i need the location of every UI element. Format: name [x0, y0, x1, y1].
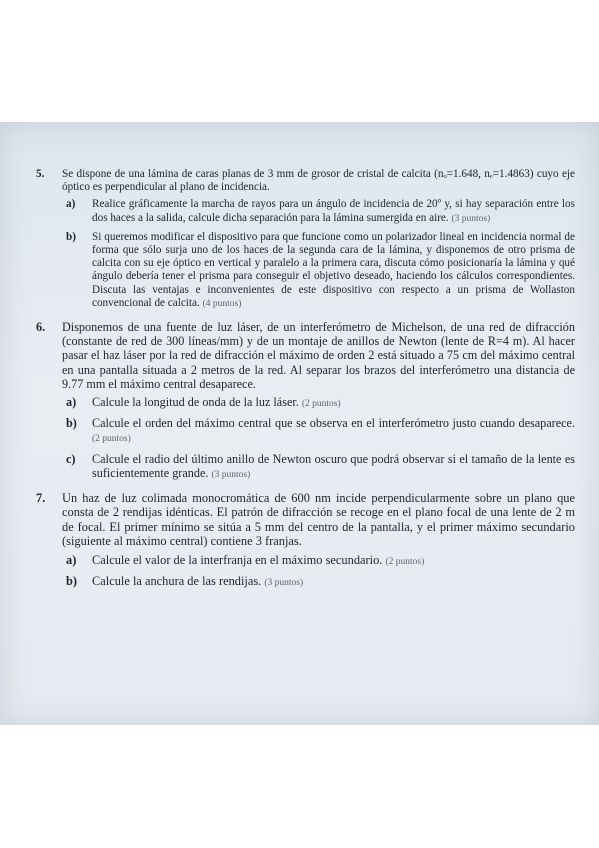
problem-statement: Un haz de luz colimada monocromática de 600 nm incide perpendicularmente sobre un plano que consta de 2 rendijas idénticas. El patrón de difracción se recoge en el plano focal de una lente de 2 m de focal. El primer mínimo se sitúa a 5 mm del centro de la pantalla, y el primer máximo secundario (siguiente al máximo central) contiene 3 franjas.	[62, 491, 575, 549]
part-text: Realice gráficamente la marcha de rayos para un ángulo de incidencia de 20º y, si hay separación entre los dos haces a la salida, calcule dicha separación para la lámina sumergida en aire.	[92, 198, 575, 224]
problem-number: 6.	[36, 320, 46, 335]
part-letter: a)	[66, 395, 77, 410]
part-letter: a)	[66, 552, 77, 567]
problem-6-part-c	[62, 452, 575, 482]
part-text: Si queremos modificar el dispositivo para que funcione como un polarizador lineal en incidencia normal de forma que sólo surja uno de los haces de la segunda cara de la lámina, y disponemos de otro prisma de calcita con su eje óptico en vertical y paralelo a la primera cara, discuta cómo posicionaría la lámina y qué ángulo debería tener el prisma para conseguir el objetivo deseado, haciendo los cálculos correspondientes. Discuta las ventajas e inconvenientes de este dispositivo con respecto a un prisma de Wollaston convencional de calcita.	[92, 230, 575, 309]
part-text-wrap	[92, 231, 575, 311]
part-text: Calcule el radio del último anillo de Newton oscuro que podrá observar si el tamaño de la lente es suficientemente grande.	[92, 451, 575, 480]
part-points: (4 puntos)	[202, 298, 242, 309]
problem-body	[62, 491, 575, 595]
part-letter: a)	[66, 198, 76, 211]
problem-statement: Se dispone de una lámina de caras planas de 3 mm de grosor de cristal de calcita (nₒ=1.648, nₑ=1.4863) cuyo eje óptico es perpendicular al plano de incidencia.	[62, 168, 575, 194]
part-points: (3 puntos)	[264, 578, 304, 589]
part-text: Calcule la anchura de las rendijas.	[92, 574, 262, 589]
part-letter: b)	[66, 230, 76, 243]
problem-5-part-b	[62, 231, 575, 311]
part-letter: b)	[66, 416, 77, 431]
problem-body	[62, 168, 575, 316]
problem-6-part-b	[62, 416, 575, 446]
part-text-wrap	[92, 395, 575, 411]
problem-6	[30, 320, 575, 487]
problem-body	[62, 320, 575, 487]
part-text-wrap	[92, 574, 575, 590]
part-letter: b)	[66, 574, 78, 589]
problem-number: 7.	[36, 491, 46, 506]
part-text-wrap	[92, 416, 575, 446]
part-text-wrap	[92, 198, 575, 225]
part-text-wrap	[92, 452, 575, 482]
part-text: Calcule el valor de la interfranja en el máximo secundario.	[92, 552, 383, 567]
problem-statement: Disponemos de una fuente de luz láser, de un interferómetro de Michelson, de una red de difracción (constante de red de 300 líneas/mm) y de un montaje de anillos de Newton (lente de R=4 m). Al hacer pasar el haz láser por la red de difracción el máximo de orden 2 está situado a 75 cm del máximo central en una pantalla situada a 2 metros de la red. Al separar los brazos del interferómetro una distancia de 9.77 mm el máximo central desaparece.	[62, 320, 575, 391]
part-points: (2 puntos)	[385, 556, 425, 567]
part-letter: c)	[66, 451, 76, 466]
problem-5	[30, 168, 575, 316]
part-points: (3 puntos)	[451, 213, 491, 224]
problem-number: 5.	[36, 168, 45, 180]
problem-5-part-a	[62, 198, 575, 225]
part-text: Calcule el orden del máximo central que se observa en el interferómetro justo cuando desaparece.	[92, 416, 575, 431]
problem-7	[30, 491, 575, 595]
problem-6-part-a	[62, 395, 575, 411]
part-points: (2 puntos)	[92, 434, 131, 445]
part-points: (2 puntos)	[301, 399, 341, 410]
problem-7-part-a	[62, 553, 575, 569]
problem-7-part-b	[62, 574, 575, 590]
exam-content	[30, 168, 575, 600]
part-text: Calcule la longitud de onda de la luz láser.	[92, 395, 299, 410]
part-text-wrap	[92, 553, 575, 569]
part-points: (3 puntos)	[211, 469, 251, 480]
